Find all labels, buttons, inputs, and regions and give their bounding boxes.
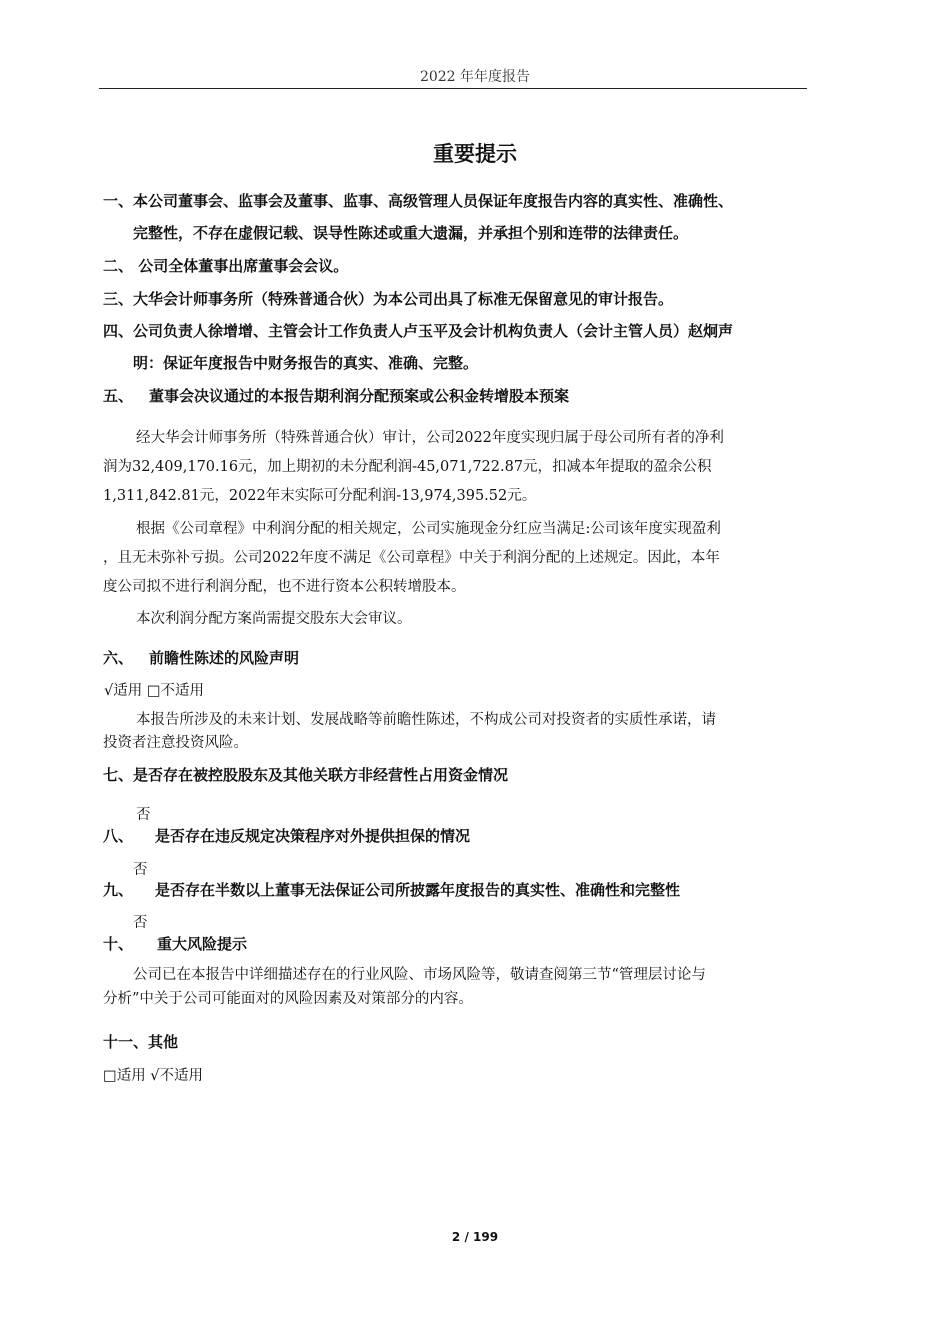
item-8-number: 八、: [103, 827, 134, 845]
forward-line-1: 本报告所涉及的未来计划、发展战略等前瞻性陈述，不构成公司对投资者的实质性承诺，请: [136, 712, 716, 728]
page-number: 2 / 199: [451, 1230, 499, 1244]
item-1-line-1: 一、本公司董事会、监事会及董事、监事、高级管理人员保证年度报告内容的真实性、准确性、: [103, 192, 734, 210]
header-rule: [99, 88, 807, 89]
item-2: 二、 公司全体董事出席董事会会议。: [103, 257, 349, 275]
running-header: 2022 年年度报告: [419, 69, 531, 85]
item-10-heading: [103, 933, 247, 954]
item-8-heading: [103, 825, 470, 846]
item-3: 三、大华会计师事务所（特殊普通合伙）为本公司出具了标准无保留意见的审计报告。: [103, 290, 674, 308]
other-applicability: □适用 √不适用: [103, 1068, 204, 1084]
item-9-number: 九、: [103, 881, 134, 899]
item-5-text: 董事会决议通过的本报告期利润分配预案或公积金转增股本预案: [149, 387, 570, 405]
item-8-answer: 否: [133, 862, 148, 878]
profit-line-3: 1,311,842.81元，2022年末实际可分配利润-13,974,395.52元。: [103, 488, 537, 504]
risk-line-1: 公司已在本报告中详细描述存在的行业风险、市场风险等，敬请查阅第三节“管理层讨论与: [133, 967, 706, 983]
item-9-heading: [103, 879, 680, 900]
item-11: 十一、其他: [103, 1033, 179, 1051]
forward-line-2: 投资者注意投资风险。: [103, 735, 248, 751]
item-1-line-2: 完整性，不存在虚假记载、误导性陈述或重大遗漏，并承担个别和连带的法律责任。: [133, 224, 689, 242]
risk-line-2: 分析”中关于公司可能面对的风险因素及对策部分的内容。: [103, 991, 473, 1007]
profit-line-1: 经大华会计师事务所（特殊普通合伙）审计，公司2022年度实现归属于母公司所有者的净利: [136, 430, 724, 446]
item-5-heading: [103, 385, 569, 406]
profit-line-4: 根据《公司章程》中利润分配的相关规定，公司实施现金分红应当满足:公司该年度实现盈利: [136, 521, 721, 537]
item-4-line-2: 明：保证年度报告中财务报告的真实、准确、完整。: [133, 354, 479, 372]
profit-line-2: 润为32,409,170.16元，加上期初的未分配利润-45,071,722.87元，扣减本年提取的盈余公积: [103, 459, 712, 475]
item-4-line-1: 四、公司负责人徐增增、主管会计工作负责人卢玉平及会计机构负责人（会计主管人员）赵炯声: [103, 322, 734, 340]
forward-applicability: √适用 □不适用: [104, 683, 205, 699]
profit-line-5: ，且无未弥补亏损。公司2022年度不满足《公司章程》中关于利润分配的上述规定。因此，本年: [103, 550, 720, 566]
item-9-answer: 否: [133, 915, 148, 931]
item-8-text: 是否存在违反规定决策程序对外提供担保的情况: [155, 827, 471, 845]
item-10-number: 十、: [103, 935, 134, 953]
item-5-number: 五、: [103, 387, 134, 405]
profit-line-7: 本次利润分配方案尚需提交股东大会审议。: [136, 611, 412, 627]
item-10-text: 重大风险提示: [157, 935, 248, 953]
item-9-text: 是否存在半数以上董事无法保证公司所披露年度报告的真实性、准确性和完整性: [155, 881, 681, 899]
item-6-number: 六、: [103, 649, 134, 667]
item-6-text: 前瞻性陈述的风险声明: [149, 649, 300, 667]
item-7: 七、是否存在被控股股东及其他关联方非经营性占用资金情况: [103, 766, 509, 784]
page-title: 重要提示: [433, 142, 517, 166]
profit-line-6: 度公司拟不进行利润分配，也不进行资本公积转增股本。: [103, 579, 466, 595]
item-7-answer: 否: [136, 807, 151, 823]
item-6-heading: [103, 647, 299, 668]
